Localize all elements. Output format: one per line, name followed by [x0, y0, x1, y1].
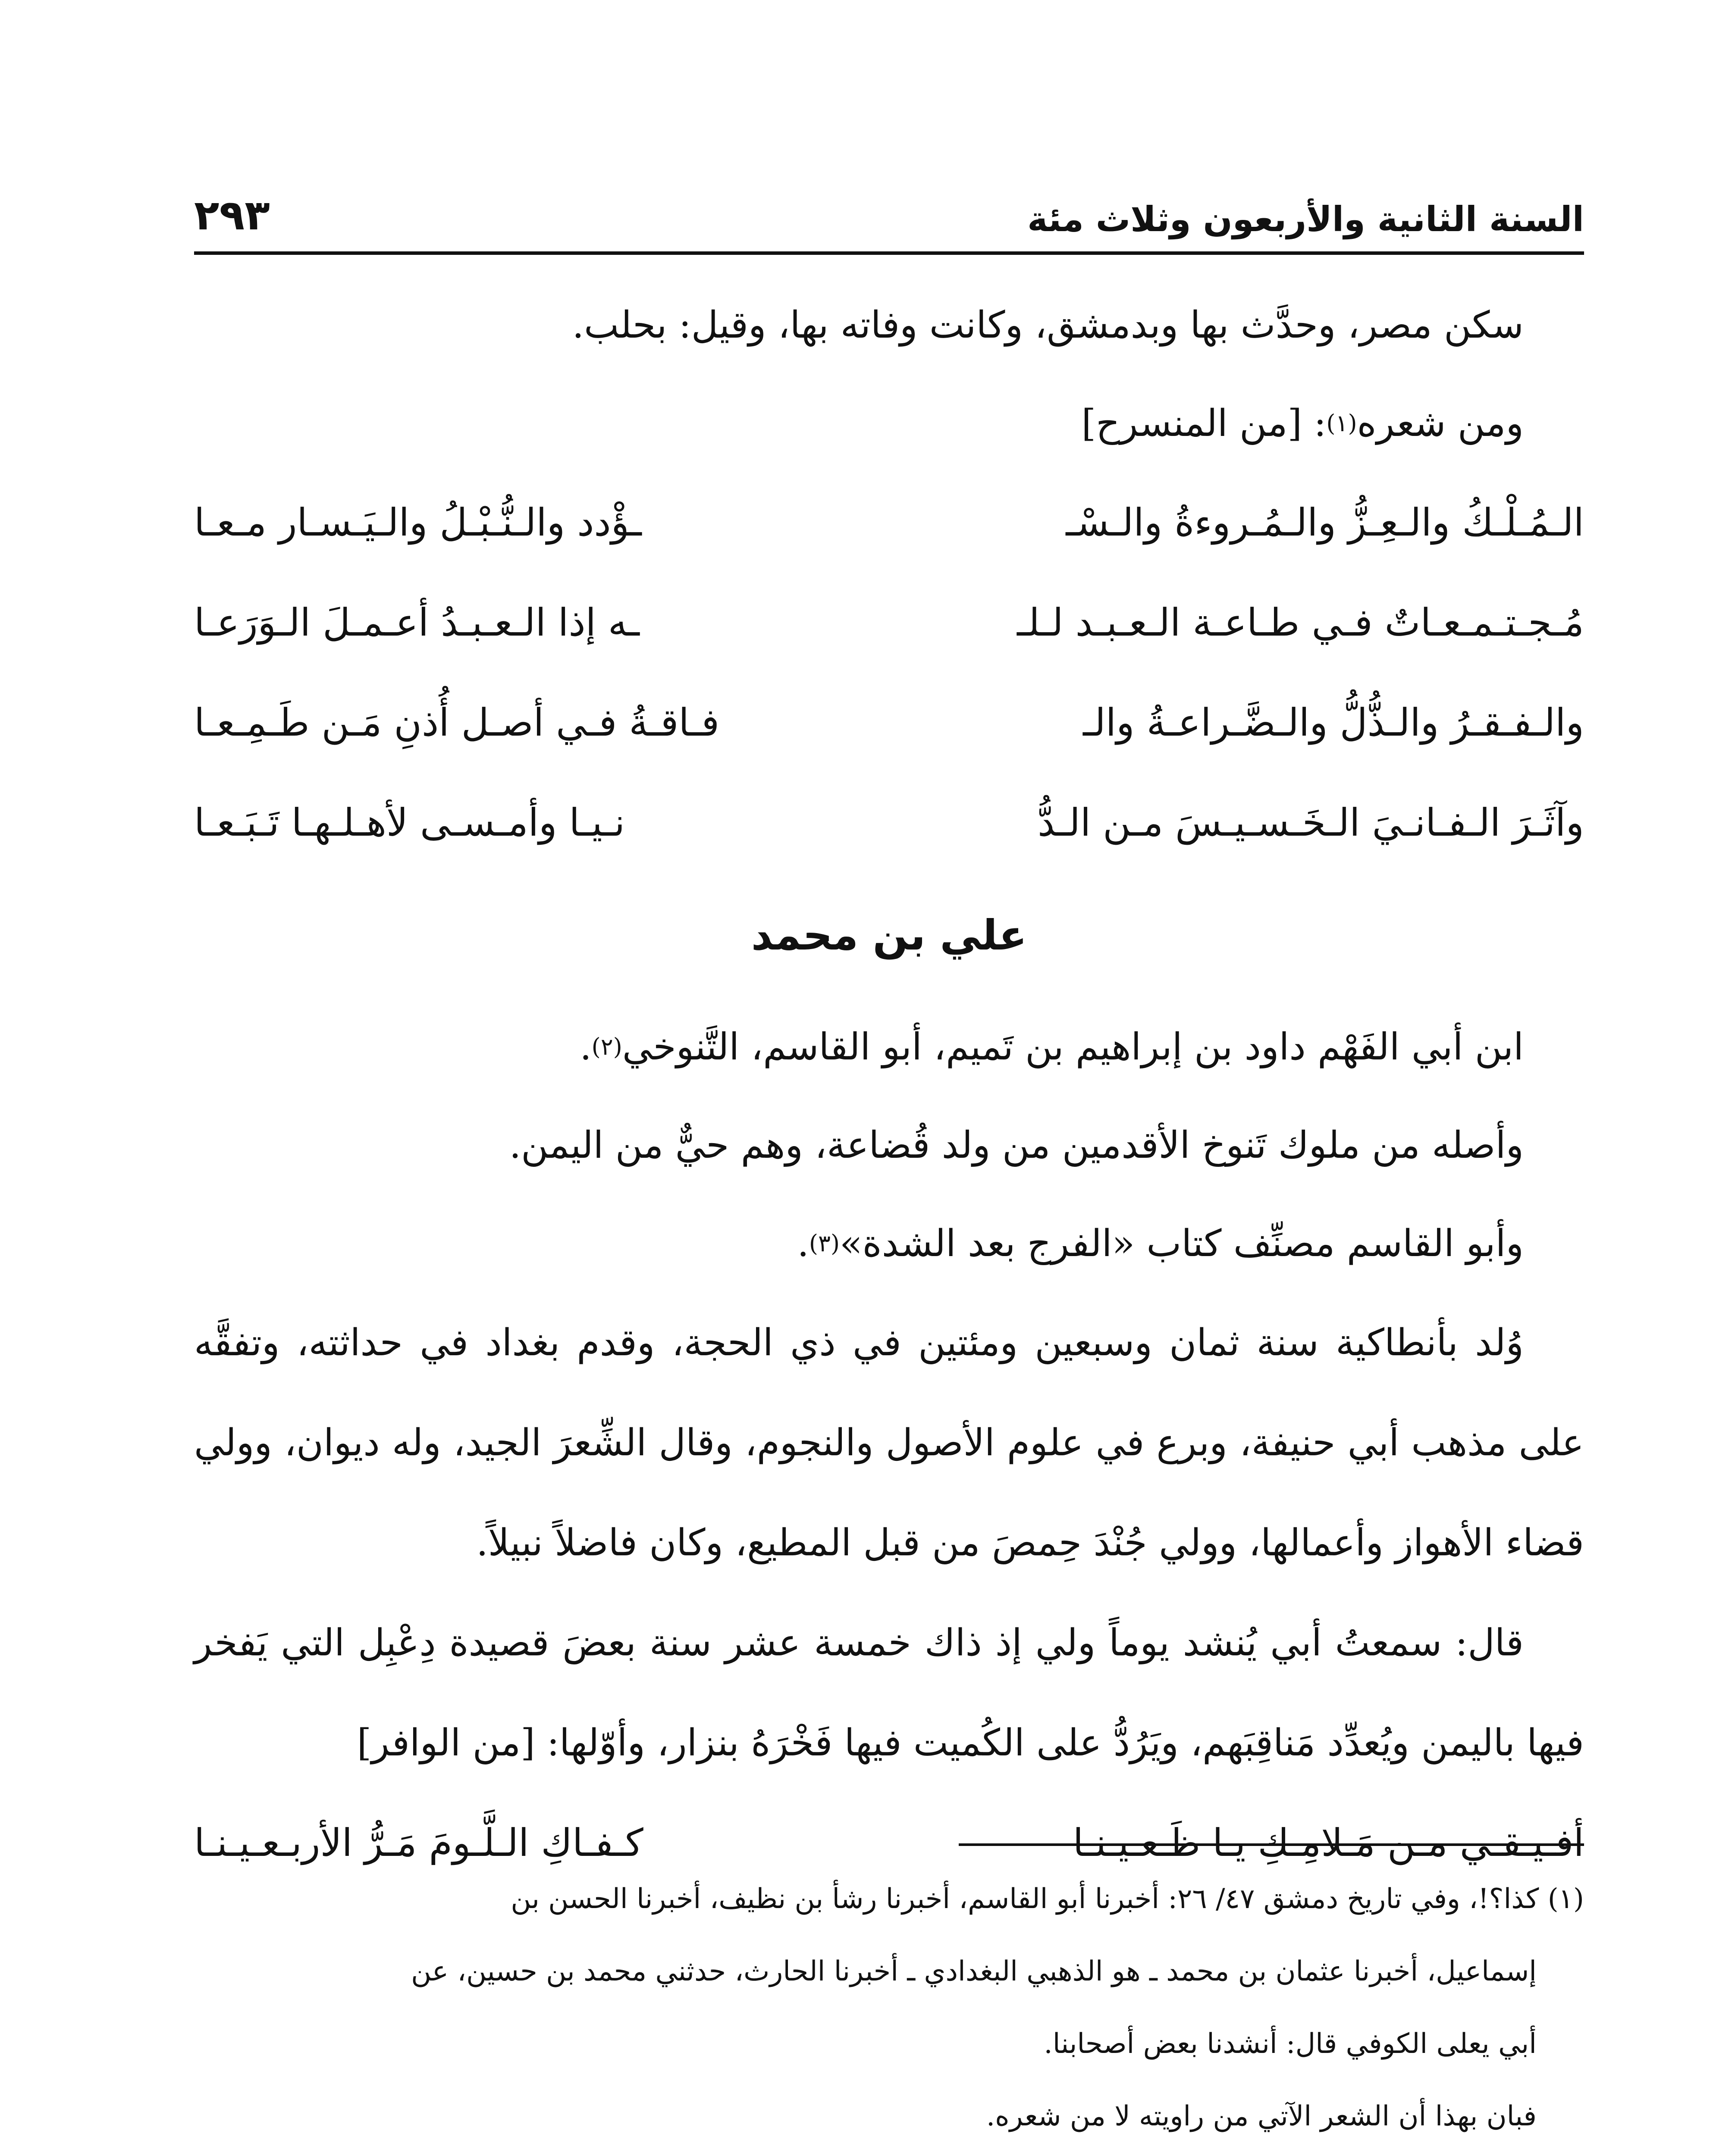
footnote-1-cont: إسماعيل، أخبرنا عثمان بن محمد ـ هو الذهبي البغدادي ـ أخبرنا الحارث، حدثني محمد بن حسين، عن — [411, 1955, 1537, 1987]
bio-line-3-end: . — [797, 1222, 809, 1265]
footnote-1-cont — [194, 2153, 1584, 2156]
verse-second-hemistich: ـه إذا الـعـبـدُ أعـمـلَ الـوَرَعـا — [194, 600, 640, 645]
verse-line — [194, 573, 1584, 673]
bio-line: ابن أبي الفَهْم داود بن إبراهيم بن تَميم، أبو القاسم، التَّنوخي (٢) . — [580, 1025, 1524, 1069]
page-body — [194, 276, 1584, 1893]
intro-text: سكن مصر، وحدَّث بها وبدمشق، وكانت وفاته بها، وقيل: بحلب. — [572, 304, 1524, 347]
bio-line-1-end: . — [580, 1025, 592, 1069]
bio-line — [194, 1096, 1584, 1194]
footnote-1-cont: فبان بهذا أن الشعر الآتي من راويته لا من شعره. — [986, 2100, 1537, 2132]
poetry-meter: : [من المنسرح] — [1081, 402, 1327, 445]
bio-line-1: ابن أبي الفَهْم داود بن إبراهيم بن تَميم، أبو القاسم، التَّنوخي — [622, 1025, 1524, 1069]
page-number: ٢٩٣ — [194, 191, 270, 239]
verse-line — [194, 473, 1584, 573]
running-title: السنة الثانية والأربعون وثلاث مئة — [1027, 199, 1584, 239]
poetry-intro: ومن شعره (١) : [من المنسرح] — [1081, 402, 1524, 445]
footnote-1-cont: أبي يعلى الكوفي قال: أنشدنا بعض أصحابنا. — [1044, 2028, 1537, 2060]
page-header — [194, 170, 1584, 255]
verse-first-hemistich: مُـجـتـمـعـاتٌ فـي طـاعـة الـعـبـد لـلـ — [1017, 600, 1584, 645]
verse-first-hemistich: الـمُـلْـكُ والـعِـزُّ والـمُـروءةُ والـسْـ — [1066, 500, 1584, 545]
verse-line — [194, 673, 1584, 773]
bio-line-2: وأصله من ملوك تَنوخ الأقدمين من ولد قُضاعة، وهم حيٌّ من اليمن. — [509, 1124, 1524, 1167]
footnote-1: (١) كذا؟!، وفي تاريخ دمشق ٤٧/ ٢٦: أخبرنا أبو القاسم، أخبرنا رشأ بن نظيف، أخبرنا الحسن بن — [511, 1883, 1584, 1915]
footnotes — [194, 1863, 1584, 2156]
intro-line — [194, 276, 1584, 374]
verse-second-hemistich: كـفـاكِ الـلَّـومَ مَـرُّ الأربـعـيـنـا — [194, 1821, 643, 1865]
verse-line — [194, 773, 1584, 873]
verse-first-hemistich: والـفـقـرُ والـذُّلُّ والـضَّـراعـةُ والـ — [1083, 700, 1584, 745]
footnote-divider — [959, 1843, 1584, 1846]
poetry-intro-text: ومن شعره — [1357, 402, 1524, 445]
bio-paragraph-2: قال: سمعتُ أبي يُنشد يوماً ولي إذ ذاك خمسة عشر سنة بعضَ قصيدة دِعْبِل التي يَفخر فيها باليمن ويُعدِّد مَناقِبَهم، ويَرُدُّ على الكُميت فيها فَخْرَهُ بنزار، وأوّلها: [من الوافر] — [194, 1621, 1584, 1764]
bio-paragraph-1: وُلد بأنطاكية سنة ثمان وسبعين ومئتين في ذي الحجة، وقدم بغداد في حداثته، وتفقَّه على مذهب أبي حنيفة، وبرع في علوم الأصول والنجوم، وقال الشِّعرَ الجيد، وله ديوان، وولي قضاء الأهواز وأعمالها، وولي جُنْدَ حِمصَ من قبل المطيع، وكان فاضلاً نبيلاً. — [194, 1321, 1584, 1564]
section-title: علي بن محمد — [751, 911, 1027, 959]
bio-line-3: وأبو القاسم مصنِّف كتاب «الفرج بعد الشدة» — [840, 1222, 1524, 1265]
verse-second-hemistich: فـاقـةُ فـي أصـل أُذنِ مَـن طَـمِـعـا — [194, 700, 720, 745]
poem-1 — [194, 473, 1584, 873]
verse-second-hemistich: ـؤْدد والـنُّـبْـلُ والـيَـسـار مـعـا — [194, 500, 642, 545]
verse-first-hemistich: وآثَـرَ الـفـانـيَ الـخَـسـيـسَ مـن الـدُّ — [1037, 800, 1584, 845]
bio-line: وأبو القاسم مصنِّف كتاب «الفرج بعد الشدة» (٣) . — [797, 1222, 1524, 1265]
verse-second-hemistich: نـيـا وأمـسـى لأهـلـهـا تَـبَـعـا — [194, 800, 625, 845]
verse-first-hemistich: أفـيـقـي مـن مَـلامِـكِ يـا ظَـعـيـنـا — [1073, 1821, 1584, 1865]
